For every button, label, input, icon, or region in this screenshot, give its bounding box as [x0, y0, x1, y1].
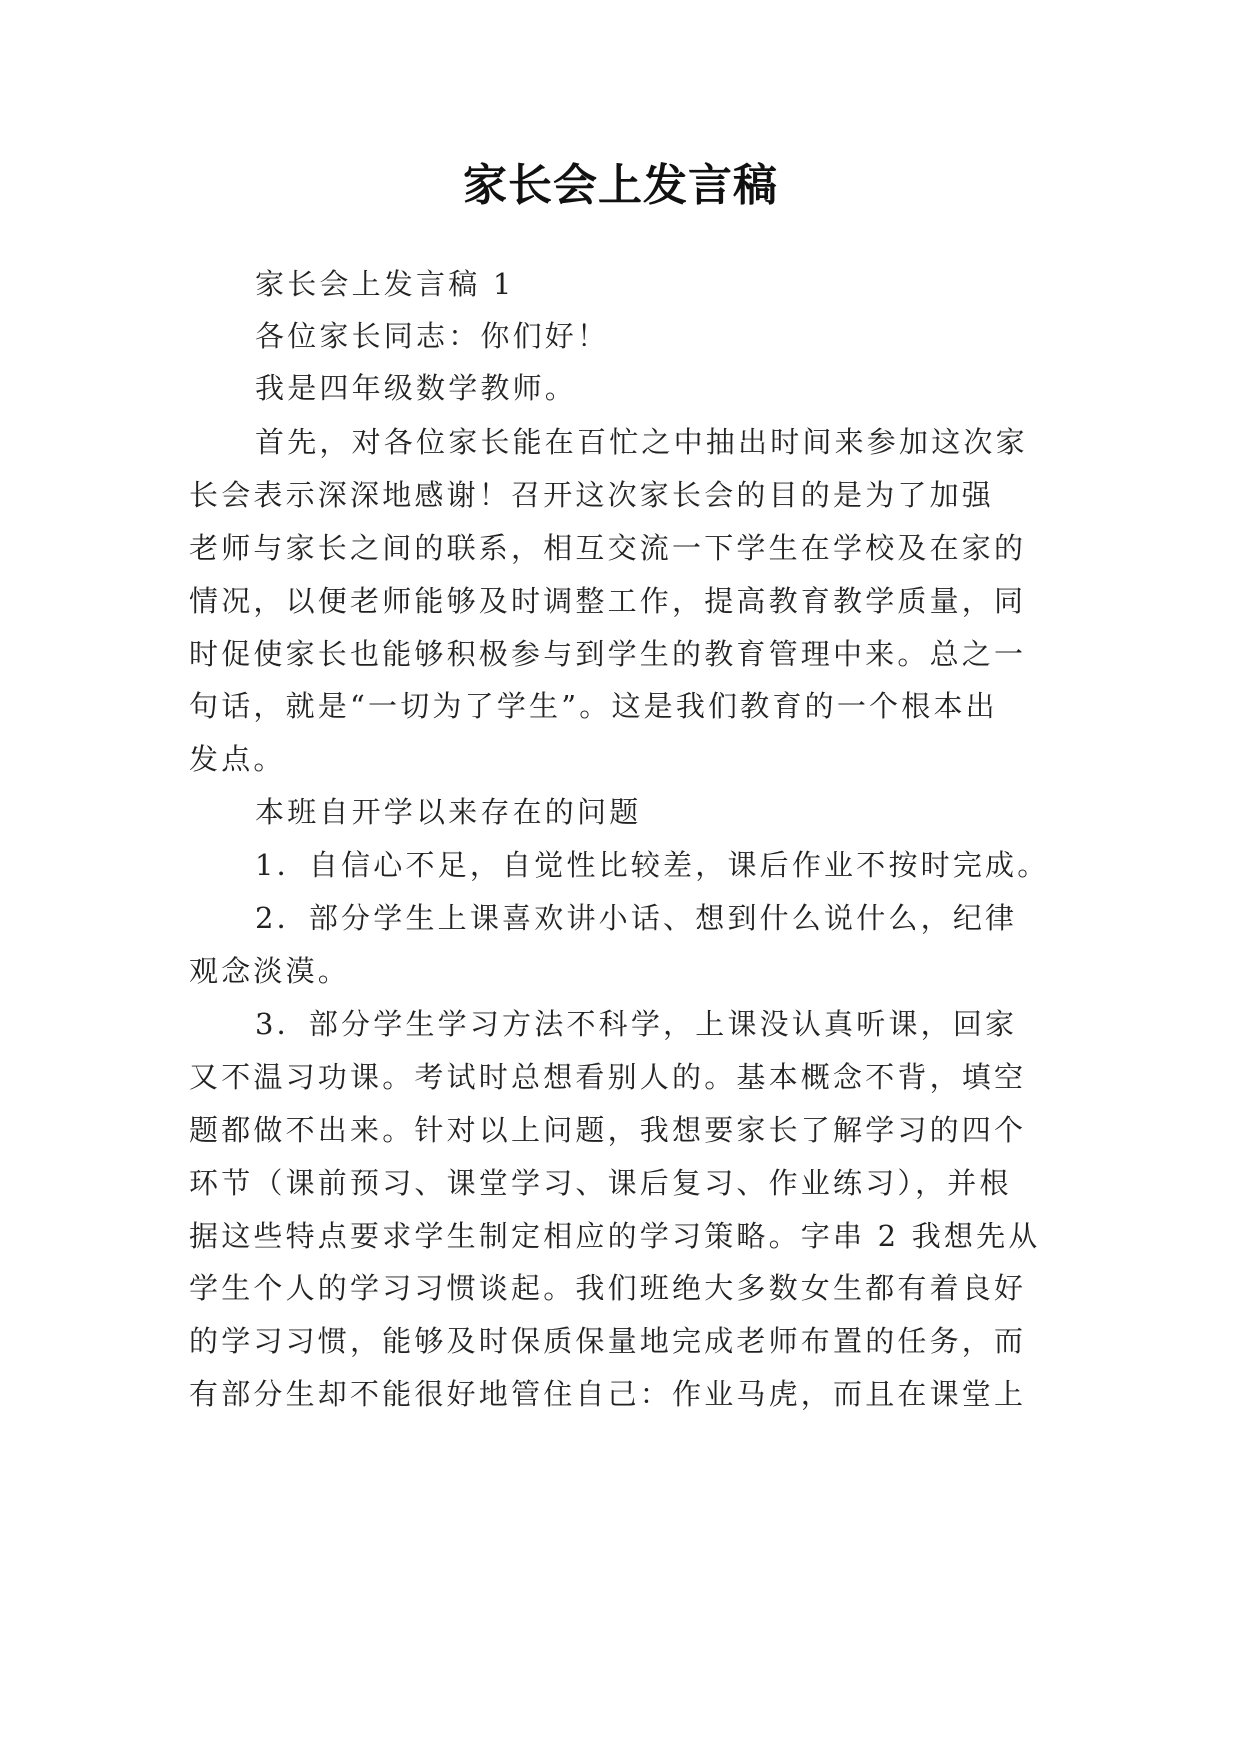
text-line: 有部分生却不能很好地管住自己：作业马虎，而且在课堂上 [189, 1377, 1027, 1411]
text-line: 时促使家长也能够积极参与到学生的教育管理中来。总之一 [189, 637, 1027, 671]
text-line: 各位家长同志：你们好！ [255, 319, 610, 353]
text-line: 长会表示深深地感谢！召开这次家长会的目的是为了加强 [189, 478, 995, 512]
text-line: 3．部分学生学习方法不科学，上课没认真听课，回家 [255, 1007, 1018, 1041]
text-line: 情况，以便老师能够及时调整工作，提高教育教学质量，同 [189, 584, 1027, 618]
text-line: 句话，就是“一切为了学生”。这是我们教育的一个根本出 [189, 689, 998, 723]
text-line: 我是四年级数学教师。 [255, 371, 578, 405]
text-line: 题都做不出来。针对以上问题，我想要家长了解学习的四个 [189, 1113, 1027, 1147]
text-line: 本班自开学以来存在的问题 [255, 795, 642, 829]
text-line: 环节（课前预习、课堂学习、课后复习、作业练习），并根 [189, 1166, 1012, 1200]
text-line: 观念淡漠。 [189, 954, 351, 988]
document-title: 家长会上发言稿 [463, 160, 778, 211]
text-line: 学生个人的学习习惯谈起。我们班绝大多数女生都有着良好 [189, 1271, 1027, 1305]
text-line: 据这些特点要求学生制定相应的学习策略。字串 2 我想先从 [189, 1219, 1041, 1253]
text-line: 2．部分学生上课喜欢讲小话、想到什么说什么，纪律 [255, 901, 1018, 935]
text-line: 发点。 [189, 742, 286, 776]
text-line: 又不温习功课。考试时总想看别人的。基本概念不背，填空 [189, 1060, 1027, 1094]
text-line: 家长会上发言稿 1 [255, 267, 515, 301]
text-line: 的学习习惯，能够及时保质保量地完成老师布置的任务，而 [189, 1324, 1027, 1358]
text-line: 1．自信心不足，自觉性比较差，课后作业不按时完成。 [255, 848, 1050, 882]
text-line: 老师与家长之间的联系，相互交流一下学生在学校及在家的 [189, 531, 1027, 565]
text-line: 首先，对各位家长能在百忙之中抽出时间来参加这次家 [255, 425, 1028, 459]
